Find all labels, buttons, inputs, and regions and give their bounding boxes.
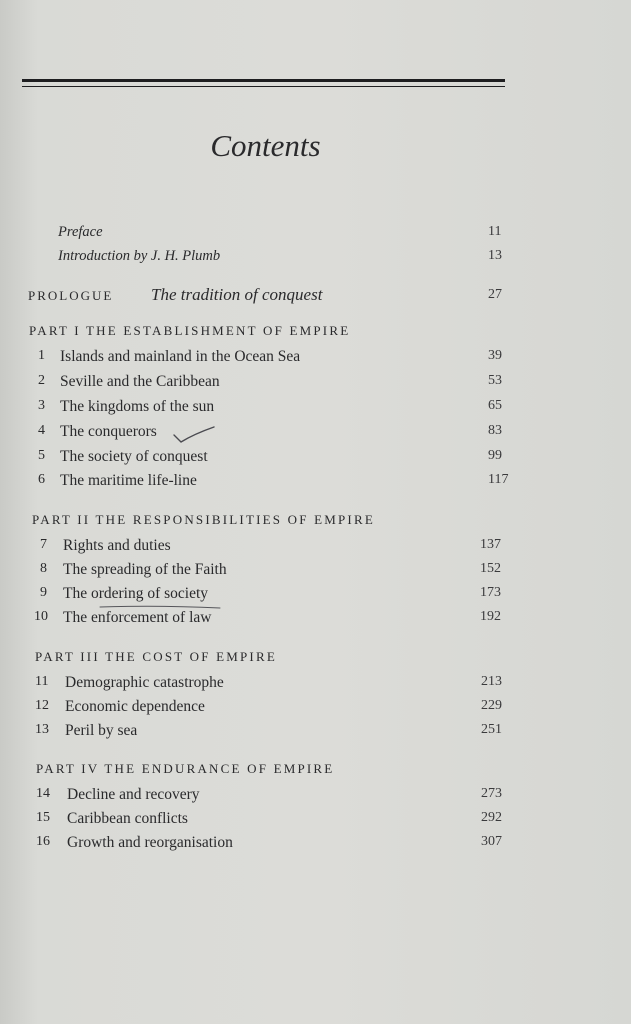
chapter-title: Peril by sea <box>65 722 138 739</box>
chapter-number: 16 <box>36 834 50 849</box>
toc-entry-chapter <box>0 834 631 856</box>
chapter-number: 14 <box>36 786 50 801</box>
handwritten-underline <box>98 602 222 610</box>
prologue-label: PROLOGUE <box>28 288 114 303</box>
chapter-number: 7 <box>40 537 47 552</box>
chapter-title: Growth and reorganisation <box>67 834 233 851</box>
chapter-number: 10 <box>34 609 48 624</box>
part-heading <box>0 512 631 534</box>
chapter-title: Economic dependence <box>65 698 205 715</box>
chapter-number: 8 <box>40 561 47 576</box>
chapter-title: The conquerors <box>60 423 157 440</box>
page-title: Contents <box>210 128 321 163</box>
entry-title: Preface <box>58 224 103 240</box>
top-rule-thin <box>22 86 505 87</box>
chapter-title: Demographic catastrophe <box>65 674 224 691</box>
entry-page: 192 <box>480 609 501 624</box>
toc-entry-prologue <box>0 285 631 307</box>
chapter-number: 3 <box>38 398 45 413</box>
entry-title: Introduction by J. H. Plumb <box>58 248 221 264</box>
chapter-number: 2 <box>38 373 45 388</box>
chapter-number: 9 <box>40 585 47 600</box>
toc-entry-chapter <box>0 585 631 607</box>
toc-entry-chapter <box>0 698 631 720</box>
chapter-title: The ordering of society <box>63 585 209 602</box>
entry-page: 273 <box>481 786 502 801</box>
entry-page: 39 <box>488 348 502 363</box>
part-heading-text: PART II THE RESPONSIBILITIES OF EMPIRE <box>32 512 375 527</box>
toc-entry-chapter <box>0 398 631 420</box>
entry-page: 99 <box>488 448 502 463</box>
entry-page: 307 <box>481 834 502 849</box>
chapter-title: Decline and recovery <box>67 786 200 803</box>
toc-entry-chapter <box>0 674 631 696</box>
chapter-title: The society of conquest <box>60 448 208 465</box>
chapter-number: 13 <box>35 722 49 737</box>
chapter-title: The kingdoms of the sun <box>60 398 215 415</box>
chapter-title: Rights and duties <box>63 537 171 554</box>
part-heading <box>0 649 631 671</box>
toc-entry-chapter <box>0 472 631 494</box>
entry-page: 65 <box>488 398 502 413</box>
toc-entry-chapter <box>0 537 631 559</box>
chapter-title: The maritime life-line <box>60 472 197 489</box>
chapter-title: Islands and mainland in the Ocean Sea <box>60 348 301 365</box>
chapter-number: 12 <box>35 698 49 713</box>
part-heading-text: PART I THE ESTABLISHMENT OF EMPIRE <box>29 323 351 338</box>
part-heading <box>0 761 631 783</box>
chapter-number: 5 <box>38 448 45 463</box>
entry-page: 173 <box>480 585 501 600</box>
entry-page: 117 <box>488 472 509 487</box>
chapter-number: 4 <box>38 423 45 438</box>
part-heading <box>0 323 631 345</box>
toc-entry-chapter <box>0 348 631 370</box>
entry-page: 13 <box>488 248 502 263</box>
chapter-title: The spreading of the Faith <box>63 561 227 578</box>
chapter-title: The enforcement of law <box>63 609 212 626</box>
chapter-title: Caribbean conflicts <box>67 810 188 827</box>
toc-entry-chapter <box>0 561 631 583</box>
handwritten-checkmark-icon <box>172 425 216 445</box>
entry-page: 152 <box>480 561 501 576</box>
toc-entry-chapter <box>0 448 631 470</box>
toc-entry-introduction <box>0 248 631 270</box>
part-heading-text: PART IV THE ENDURANCE OF EMPIRE <box>36 761 335 776</box>
entry-page: 251 <box>481 722 502 737</box>
entry-page: 27 <box>488 287 502 302</box>
chapter-number: 6 <box>38 472 45 487</box>
toc-entry-chapter <box>0 810 631 832</box>
entry-page: 292 <box>481 810 502 825</box>
toc-entry-chapter <box>0 786 631 808</box>
chapter-title: Seville and the Caribbean <box>60 373 220 390</box>
entry-page: 213 <box>481 674 502 689</box>
entry-page: 229 <box>481 698 502 713</box>
toc-entry-chapter <box>0 609 631 631</box>
entry-page: 53 <box>488 373 502 388</box>
chapter-number: 11 <box>35 674 49 689</box>
toc-entry-chapter <box>0 423 631 445</box>
prologue-title: The tradition of conquest <box>151 285 323 304</box>
entry-page: 137 <box>480 537 501 552</box>
toc-entry-chapter <box>0 373 631 395</box>
entry-page: 83 <box>488 423 502 438</box>
toc-entry-preface <box>0 224 631 246</box>
part-heading-text: PART III THE COST OF EMPIRE <box>35 649 277 664</box>
chapter-number: 15 <box>36 810 50 825</box>
top-rule-thick <box>22 79 505 82</box>
entry-page: 11 <box>488 224 502 239</box>
toc-entry-chapter <box>0 722 631 744</box>
chapter-number: 1 <box>38 348 45 363</box>
